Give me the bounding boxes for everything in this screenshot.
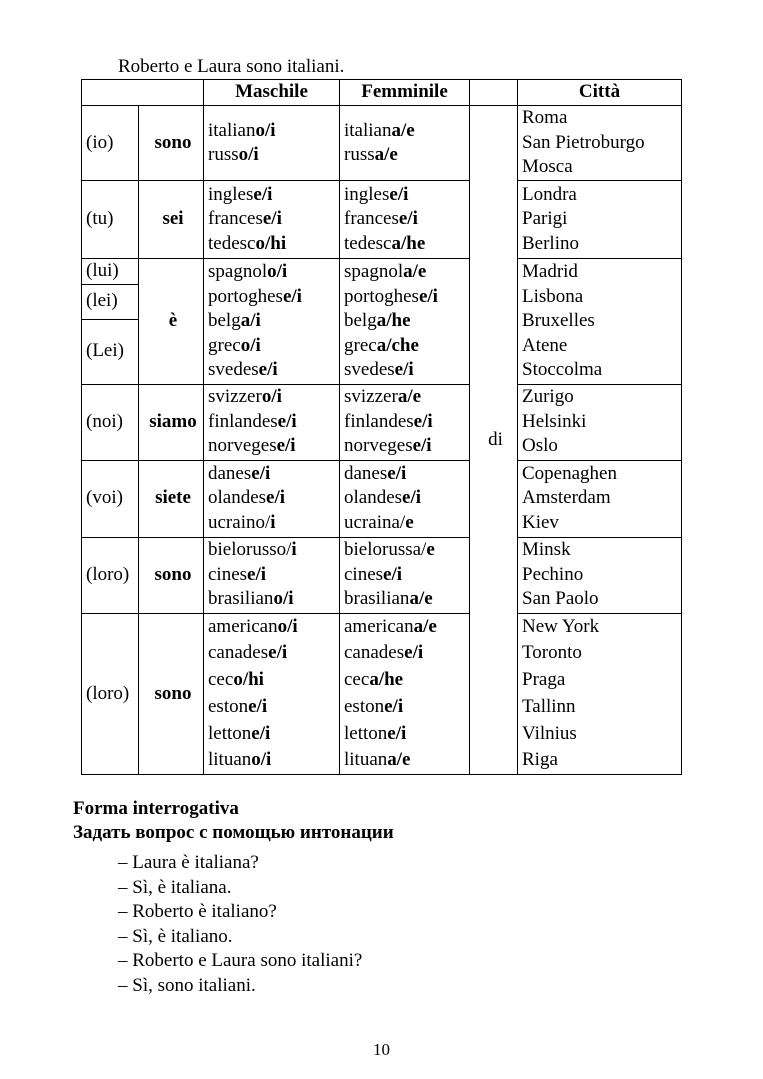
- form-ending: o/i: [238, 144, 259, 165]
- form-stem: ingles: [344, 183, 390, 205]
- masc-forms-cell: [204, 460, 340, 537]
- table-row: [82, 460, 682, 537]
- form-stem: bielorussa/: [344, 539, 427, 561]
- dialog-line: – Laura è italiana?: [118, 852, 259, 873]
- cities-cell: [518, 460, 682, 537]
- fem-form: [344, 563, 469, 588]
- fem-form: [344, 486, 469, 511]
- verb-cell: sono: [139, 613, 204, 775]
- masc-form: [208, 538, 339, 563]
- table-row: [82, 613, 682, 775]
- masc-form: [208, 119, 339, 144]
- form-stem: danes: [344, 462, 388, 484]
- form-stem: frances: [344, 208, 399, 230]
- table-header-row: [82, 80, 682, 106]
- fem-forms-cell: [340, 460, 470, 537]
- form-stem: belg: [344, 310, 377, 331]
- masc-form: [208, 309, 339, 334]
- dialog-line: – Sì, è italiano.: [118, 925, 233, 947]
- form-stem: portoghes: [208, 285, 283, 307]
- masc-form: [208, 285, 339, 310]
- fem-form: [344, 434, 469, 459]
- fem-form: [344, 309, 469, 334]
- form-stem: grec: [344, 334, 377, 356]
- form-stem: russ: [208, 144, 239, 165]
- city-name: Oslo: [522, 435, 558, 457]
- masc-forms-cell: [204, 384, 340, 460]
- form-stem: norveges: [208, 435, 277, 457]
- fem-form: [344, 587, 469, 612]
- fem-form: [344, 747, 469, 774]
- masc-form: [208, 721, 339, 748]
- verb-cell: siamo: [139, 384, 204, 460]
- masc-forms-cell: [204, 537, 340, 613]
- city-name: Bruxelles: [522, 310, 595, 331]
- city-name: Kiev: [522, 511, 559, 533]
- form-ending: o/hi: [233, 669, 264, 691]
- form-ending: e/i: [247, 563, 267, 585]
- city-name: Amsterdam: [522, 487, 611, 509]
- cities-cell: [518, 106, 682, 181]
- city-name: New York: [522, 615, 600, 637]
- dialog-line: – Sì, sono italiani.: [118, 974, 256, 996]
- city-name: Zurigo: [522, 386, 574, 408]
- form-ending: a/e: [403, 261, 427, 282]
- masc-form: [208, 563, 339, 588]
- form-ending: e/i: [384, 695, 404, 717]
- form-stem: svizzer: [344, 386, 398, 408]
- form-ending: o/i: [255, 119, 276, 141]
- fem-form: [344, 385, 469, 410]
- masc-form: [208, 694, 339, 721]
- fem-form: [344, 143, 469, 168]
- form-stem: spagnol: [208, 261, 268, 282]
- masc-form: [208, 143, 339, 168]
- form-stem: american: [344, 615, 414, 637]
- form-ending: a/e: [413, 615, 437, 637]
- city-name: Pechino: [522, 563, 584, 585]
- form-stem: ucraina/: [344, 511, 406, 533]
- form-ending: a/e: [409, 588, 433, 610]
- masc-forms-cell: [204, 106, 340, 181]
- cities-cell: [518, 181, 682, 259]
- fem-form: [344, 285, 469, 310]
- city-name: Lisbona: [522, 285, 584, 307]
- fem-form: [344, 207, 469, 232]
- form-ending: a/he: [369, 669, 404, 691]
- page-number: 10: [373, 1040, 390, 1059]
- header-maschile: Maschile: [204, 80, 340, 106]
- dialog-line: – Roberto è italiano?: [118, 901, 277, 923]
- form-stem: svedes: [208, 359, 259, 380]
- fem-forms-cell: [340, 613, 470, 775]
- city-name: Roma: [522, 107, 568, 129]
- cities-cell: [518, 613, 682, 775]
- form-ending: e/i: [398, 208, 418, 230]
- cities-cell: [518, 384, 682, 460]
- header-femminile: Femminile: [340, 80, 470, 106]
- pronoun-cell: (lei): [82, 284, 139, 319]
- header-empty: [82, 80, 204, 106]
- city-name: Riga: [522, 749, 558, 771]
- city-name: Vilnius: [522, 722, 577, 744]
- form-stem: eston: [208, 695, 249, 717]
- header-citta: Città: [518, 80, 682, 106]
- form-stem: canades: [208, 642, 269, 664]
- form-stem: brasilian: [344, 588, 410, 610]
- masc-form: [208, 614, 339, 641]
- form-stem: svizzer: [208, 386, 262, 408]
- intro-sentence: Roberto e Laura sono italiani.: [118, 56, 345, 77]
- city-name: Tallinn: [522, 695, 576, 717]
- section-subtitle: Задать вопрос с помощью интонации: [73, 822, 394, 843]
- masc-form: [208, 334, 339, 359]
- masc-form: [208, 667, 339, 694]
- form-ending: a/e: [387, 749, 411, 771]
- preposition-di-cell: di: [470, 106, 518, 775]
- nationality-table: [81, 79, 682, 775]
- form-ending: e/i: [251, 722, 271, 744]
- form-ending: e/i: [251, 462, 271, 484]
- form-ending: e/i: [253, 183, 273, 205]
- masc-form: [208, 462, 339, 487]
- pronoun-cell: (Lei): [82, 319, 139, 384]
- city-name: Praga: [522, 669, 566, 691]
- form-stem: spagnol: [344, 261, 404, 282]
- form-stem: norveges: [344, 435, 413, 457]
- masc-forms-cell: [204, 259, 340, 385]
- fem-form: [344, 511, 469, 536]
- form-ending: e: [405, 511, 414, 533]
- form-stem: olandes: [208, 487, 267, 509]
- form-stem: belg: [208, 310, 241, 331]
- table-row: [82, 259, 682, 285]
- form-stem: portoghes: [344, 285, 419, 307]
- form-ending: a/e: [397, 386, 422, 408]
- fem-forms-cell: [340, 384, 470, 460]
- pronoun-cell: (lui): [82, 259, 139, 285]
- pronoun-cell: (loro): [82, 537, 139, 613]
- form-ending: e/i: [418, 285, 438, 307]
- form-ending: e/i: [402, 487, 422, 509]
- form-stem: finlandes: [344, 410, 414, 432]
- fem-form: [344, 232, 469, 257]
- form-ending: a/he: [391, 232, 426, 254]
- fem-forms-cell: [340, 181, 470, 259]
- masc-form: [208, 358, 339, 383]
- masc-form: [208, 385, 339, 410]
- form-ending: e/i: [412, 435, 432, 457]
- table-row: [82, 384, 682, 460]
- header-preposition-empty: [470, 80, 518, 106]
- fem-form: [344, 614, 469, 641]
- city-name: San Paolo: [522, 588, 599, 610]
- fem-form: [344, 410, 469, 435]
- form-ending: e/i: [268, 642, 288, 664]
- form-stem: lituan: [208, 749, 252, 771]
- form-stem: letton: [208, 722, 252, 744]
- form-stem: cec: [208, 669, 234, 691]
- fem-form: [344, 358, 469, 383]
- form-stem: italian: [208, 119, 256, 141]
- city-name: Madrid: [522, 261, 578, 282]
- form-stem: brasilian: [208, 588, 274, 610]
- form-ending: i: [291, 539, 297, 561]
- fem-form: [344, 694, 469, 721]
- form-stem: ingles: [208, 183, 254, 205]
- form-ending: a/i: [240, 310, 261, 331]
- form-ending: e/i: [383, 563, 403, 585]
- form-stem: american: [208, 615, 278, 637]
- city-name: Berlino: [522, 232, 579, 254]
- masc-form: [208, 232, 339, 257]
- table-row: [82, 106, 682, 181]
- fem-form: [344, 538, 469, 563]
- form-stem: lituan: [344, 749, 388, 771]
- masc-form: [208, 511, 339, 536]
- fem-form: [344, 260, 469, 285]
- fem-form: [344, 667, 469, 694]
- masc-form: [208, 183, 339, 208]
- fem-forms-cell: [340, 259, 470, 385]
- city-name: San Pietroburgo: [522, 131, 645, 153]
- city-name: Stoccolma: [522, 359, 603, 380]
- dialog-block: [118, 851, 362, 999]
- form-stem: frances: [208, 208, 263, 230]
- form-stem: finlandes: [208, 410, 278, 432]
- form-ending: e/i: [266, 487, 286, 509]
- city-name: Helsinki: [522, 410, 587, 432]
- section-title: Forma interrogativa: [73, 798, 239, 819]
- pronoun-cell: (voi): [82, 460, 139, 537]
- fem-form: [344, 462, 469, 487]
- city-name: Londra: [522, 183, 577, 205]
- form-stem: ucraino/: [208, 511, 271, 533]
- form-ending: o/i: [240, 334, 261, 356]
- pronoun-cell: (io): [82, 106, 139, 181]
- city-name: Minsk: [522, 539, 571, 561]
- fem-form: [344, 183, 469, 208]
- form-ending: e/i: [282, 285, 302, 307]
- form-ending: o/i: [261, 386, 282, 408]
- form-ending: o/i: [251, 749, 272, 771]
- form-ending: e/i: [258, 359, 278, 380]
- fem-form: [344, 640, 469, 667]
- city-name: Atene: [522, 334, 568, 356]
- city-name: Copenaghen: [522, 462, 617, 484]
- form-ending: e/i: [404, 642, 424, 664]
- verb-cell: sono: [139, 106, 204, 181]
- form-ending: i: [270, 511, 276, 533]
- fem-forms-cell: [340, 106, 470, 181]
- table-row: [82, 181, 682, 259]
- city-name: Toronto: [522, 642, 582, 664]
- form-stem: cec: [344, 669, 370, 691]
- masc-form: [208, 747, 339, 774]
- form-ending: a/che: [376, 334, 419, 356]
- form-ending: e/i: [276, 435, 296, 457]
- form-ending: a/e: [374, 144, 398, 165]
- pronoun-cell: (tu): [82, 181, 139, 259]
- form-stem: danes: [208, 462, 252, 484]
- form-stem: bielorusso/: [208, 539, 292, 561]
- form-ending: e/i: [394, 359, 414, 380]
- form-stem: eston: [344, 695, 385, 717]
- form-stem: cines: [208, 563, 248, 585]
- form-stem: tedesc: [208, 232, 256, 254]
- city-name: Parigi: [522, 208, 568, 230]
- masc-form: [208, 640, 339, 667]
- dialog-line: – Sì, è italiana.: [118, 876, 232, 898]
- pronoun-cell: (loro): [82, 613, 139, 775]
- cities-cell: [518, 259, 682, 385]
- form-ending: e/i: [389, 183, 409, 205]
- masc-form: [208, 486, 339, 511]
- table-body: [82, 106, 682, 775]
- form-ending: e/i: [248, 695, 268, 717]
- form-stem: letton: [344, 722, 388, 744]
- dialog-line: – Roberto e Laura sono italiani?: [118, 950, 363, 972]
- form-stem: olandes: [344, 487, 403, 509]
- form-ending: o/i: [277, 615, 298, 637]
- masc-forms-cell: [204, 613, 340, 775]
- masc-form: [208, 260, 339, 285]
- form-stem: russ: [344, 144, 375, 165]
- fem-form: [344, 334, 469, 359]
- form-stem: canades: [344, 642, 405, 664]
- verb-cell: è: [139, 259, 204, 385]
- pronoun-cell: (noi): [82, 384, 139, 460]
- fem-forms-cell: [340, 537, 470, 613]
- form-ending: e/i: [387, 722, 407, 744]
- form-ending: e/i: [413, 410, 433, 432]
- verb-cell: sei: [139, 181, 204, 259]
- form-ending: o/i: [273, 588, 294, 610]
- verb-cell: sono: [139, 537, 204, 613]
- fem-form: [344, 721, 469, 748]
- form-stem: tedesc: [344, 232, 392, 254]
- form-ending: o/i: [267, 261, 288, 282]
- form-stem: grec: [208, 334, 241, 356]
- masc-form: [208, 207, 339, 232]
- masc-form: [208, 410, 339, 435]
- verb-cell: siete: [139, 460, 204, 537]
- form-ending: o/hi: [255, 232, 287, 254]
- form-stem: svedes: [344, 359, 395, 380]
- form-ending: e: [426, 539, 435, 561]
- form-ending: e/i: [262, 208, 282, 230]
- masc-form: [208, 587, 339, 612]
- form-ending: a/he: [376, 310, 411, 331]
- form-ending: e/i: [277, 410, 297, 432]
- form-ending: a/e: [391, 119, 415, 141]
- table-row: [82, 537, 682, 613]
- form-ending: e/i: [387, 462, 407, 484]
- form-stem: cines: [344, 563, 384, 585]
- masc-forms-cell: [204, 181, 340, 259]
- cities-cell: [518, 537, 682, 613]
- fem-form: [344, 119, 469, 144]
- city-name: Mosca: [522, 156, 573, 178]
- masc-form: [208, 434, 339, 459]
- form-stem: italian: [344, 119, 392, 141]
